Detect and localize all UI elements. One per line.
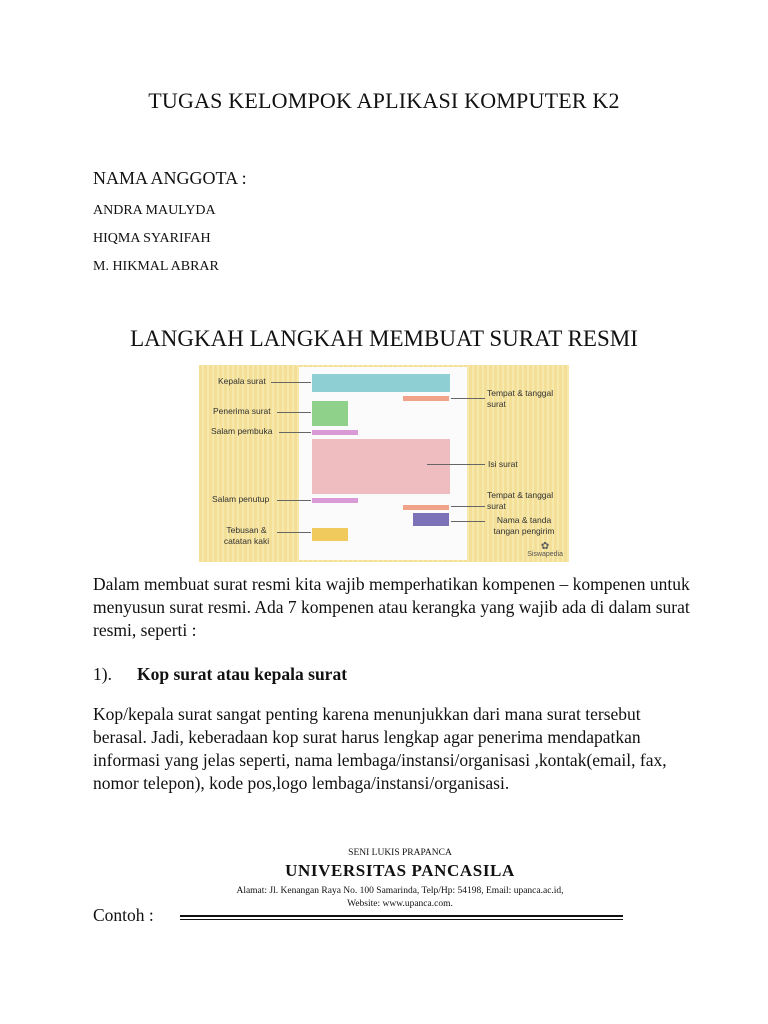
- label-tebusan: Tebusan & catatan kaki: [223, 525, 270, 546]
- tanggal-surat-block-2: [403, 505, 449, 510]
- item-title: Kop surat atau kepala surat: [137, 664, 348, 684]
- penerima-surat-block: [312, 401, 348, 426]
- label-nama-ttd: Nama & tanda tangan pengirim: [493, 515, 555, 536]
- document-title: TUGAS KELOMPOK APLIKASI KOMPUTER K2: [148, 88, 620, 113]
- tanda-tangan-block: [413, 513, 449, 526]
- member-name: HIQMA SYARIFAH: [93, 231, 211, 246]
- letterhead-rule-thin: [180, 919, 623, 920]
- leader-line: [277, 532, 311, 533]
- label-tempat-tanggal: Tempat & tanggal surat: [487, 388, 554, 409]
- siswapedia-logo: [527, 542, 563, 558]
- logo-text: Siswapedia: [527, 551, 563, 558]
- letterhead-website: Website: www.upanca.com.: [347, 899, 453, 909]
- member-name: ANDRA MAULYDA: [93, 203, 216, 218]
- leader-line: [271, 382, 311, 383]
- leader-line: [277, 412, 311, 413]
- leader-line: [427, 464, 485, 465]
- kepala-surat-block: [312, 374, 450, 392]
- kop-paragraph: Kop/kepala surat sangat penting karena menunjukkan dari mana surat tersebut berasal. Jadi, keberadaan kop surat harus lengkap agar penerima mendapatkan informasi yang jelas seperti, nama lembaga/instansi/organisasi ,kontak(email, fax, nomor telepon), kode pos,logo lembaga/instansi/organisasi.: [93, 704, 667, 793]
- member-name: M. HIKMAL ABRAR: [93, 259, 219, 274]
- leader-line: [279, 432, 311, 433]
- members-label: NAMA ANGGOTA :: [93, 168, 247, 188]
- item-heading: [93, 664, 347, 685]
- label-penerima-surat: Penerima surat: [213, 406, 271, 416]
- label-salam-pembuka: Salam pembuka: [211, 426, 273, 436]
- intro-paragraph: Dalam membuat surat resmi kita wajib memperhatikan kompenen – kompenen untuk menyusun surat resmi. Ada 7 kompenen atau kerangka yang wajib ada di dalam surat resmi, seperti :: [93, 574, 690, 640]
- label-isi-surat: Isi surat: [488, 459, 518, 469]
- isi-surat-block: [312, 439, 450, 494]
- letter-structure-diagram: [199, 365, 569, 562]
- leader-line: [451, 506, 485, 507]
- leader-line: [451, 398, 485, 399]
- letterhead-address: Alamat: Jl. Kenangan Raya No. 100 Samarinda, Telp/Hp: 54198, Email: upanca.ac.id,: [236, 886, 564, 896]
- tebusan-block: [312, 528, 348, 541]
- letterhead-example: [180, 848, 620, 909]
- leader-line: [277, 500, 311, 501]
- label-salam-penutup: Salam penutup: [212, 494, 270, 504]
- letterhead-subheader: SENI LUKIS PRAPANCA: [348, 848, 452, 858]
- example-label: Contoh :: [93, 905, 154, 925]
- section-title: LANGKAH LANGKAH MEMBUAT SURAT RESMI: [130, 326, 638, 351]
- label-kepala-surat: Kepala surat: [218, 376, 266, 386]
- flower-icon: ✿: [540, 541, 550, 552]
- leader-line: [451, 521, 485, 522]
- tanggal-surat-block: [403, 396, 449, 401]
- salam-pembuka-block: [312, 430, 358, 435]
- letterhead-university: UNIVERSITAS PANCASILA: [285, 861, 515, 880]
- item-number: 1).: [93, 664, 112, 684]
- salam-penutup-block: [312, 498, 358, 503]
- label-tempat-tanggal-2: Tempat & tanggal surat: [487, 490, 554, 511]
- letterhead-rule-thick: [180, 915, 623, 917]
